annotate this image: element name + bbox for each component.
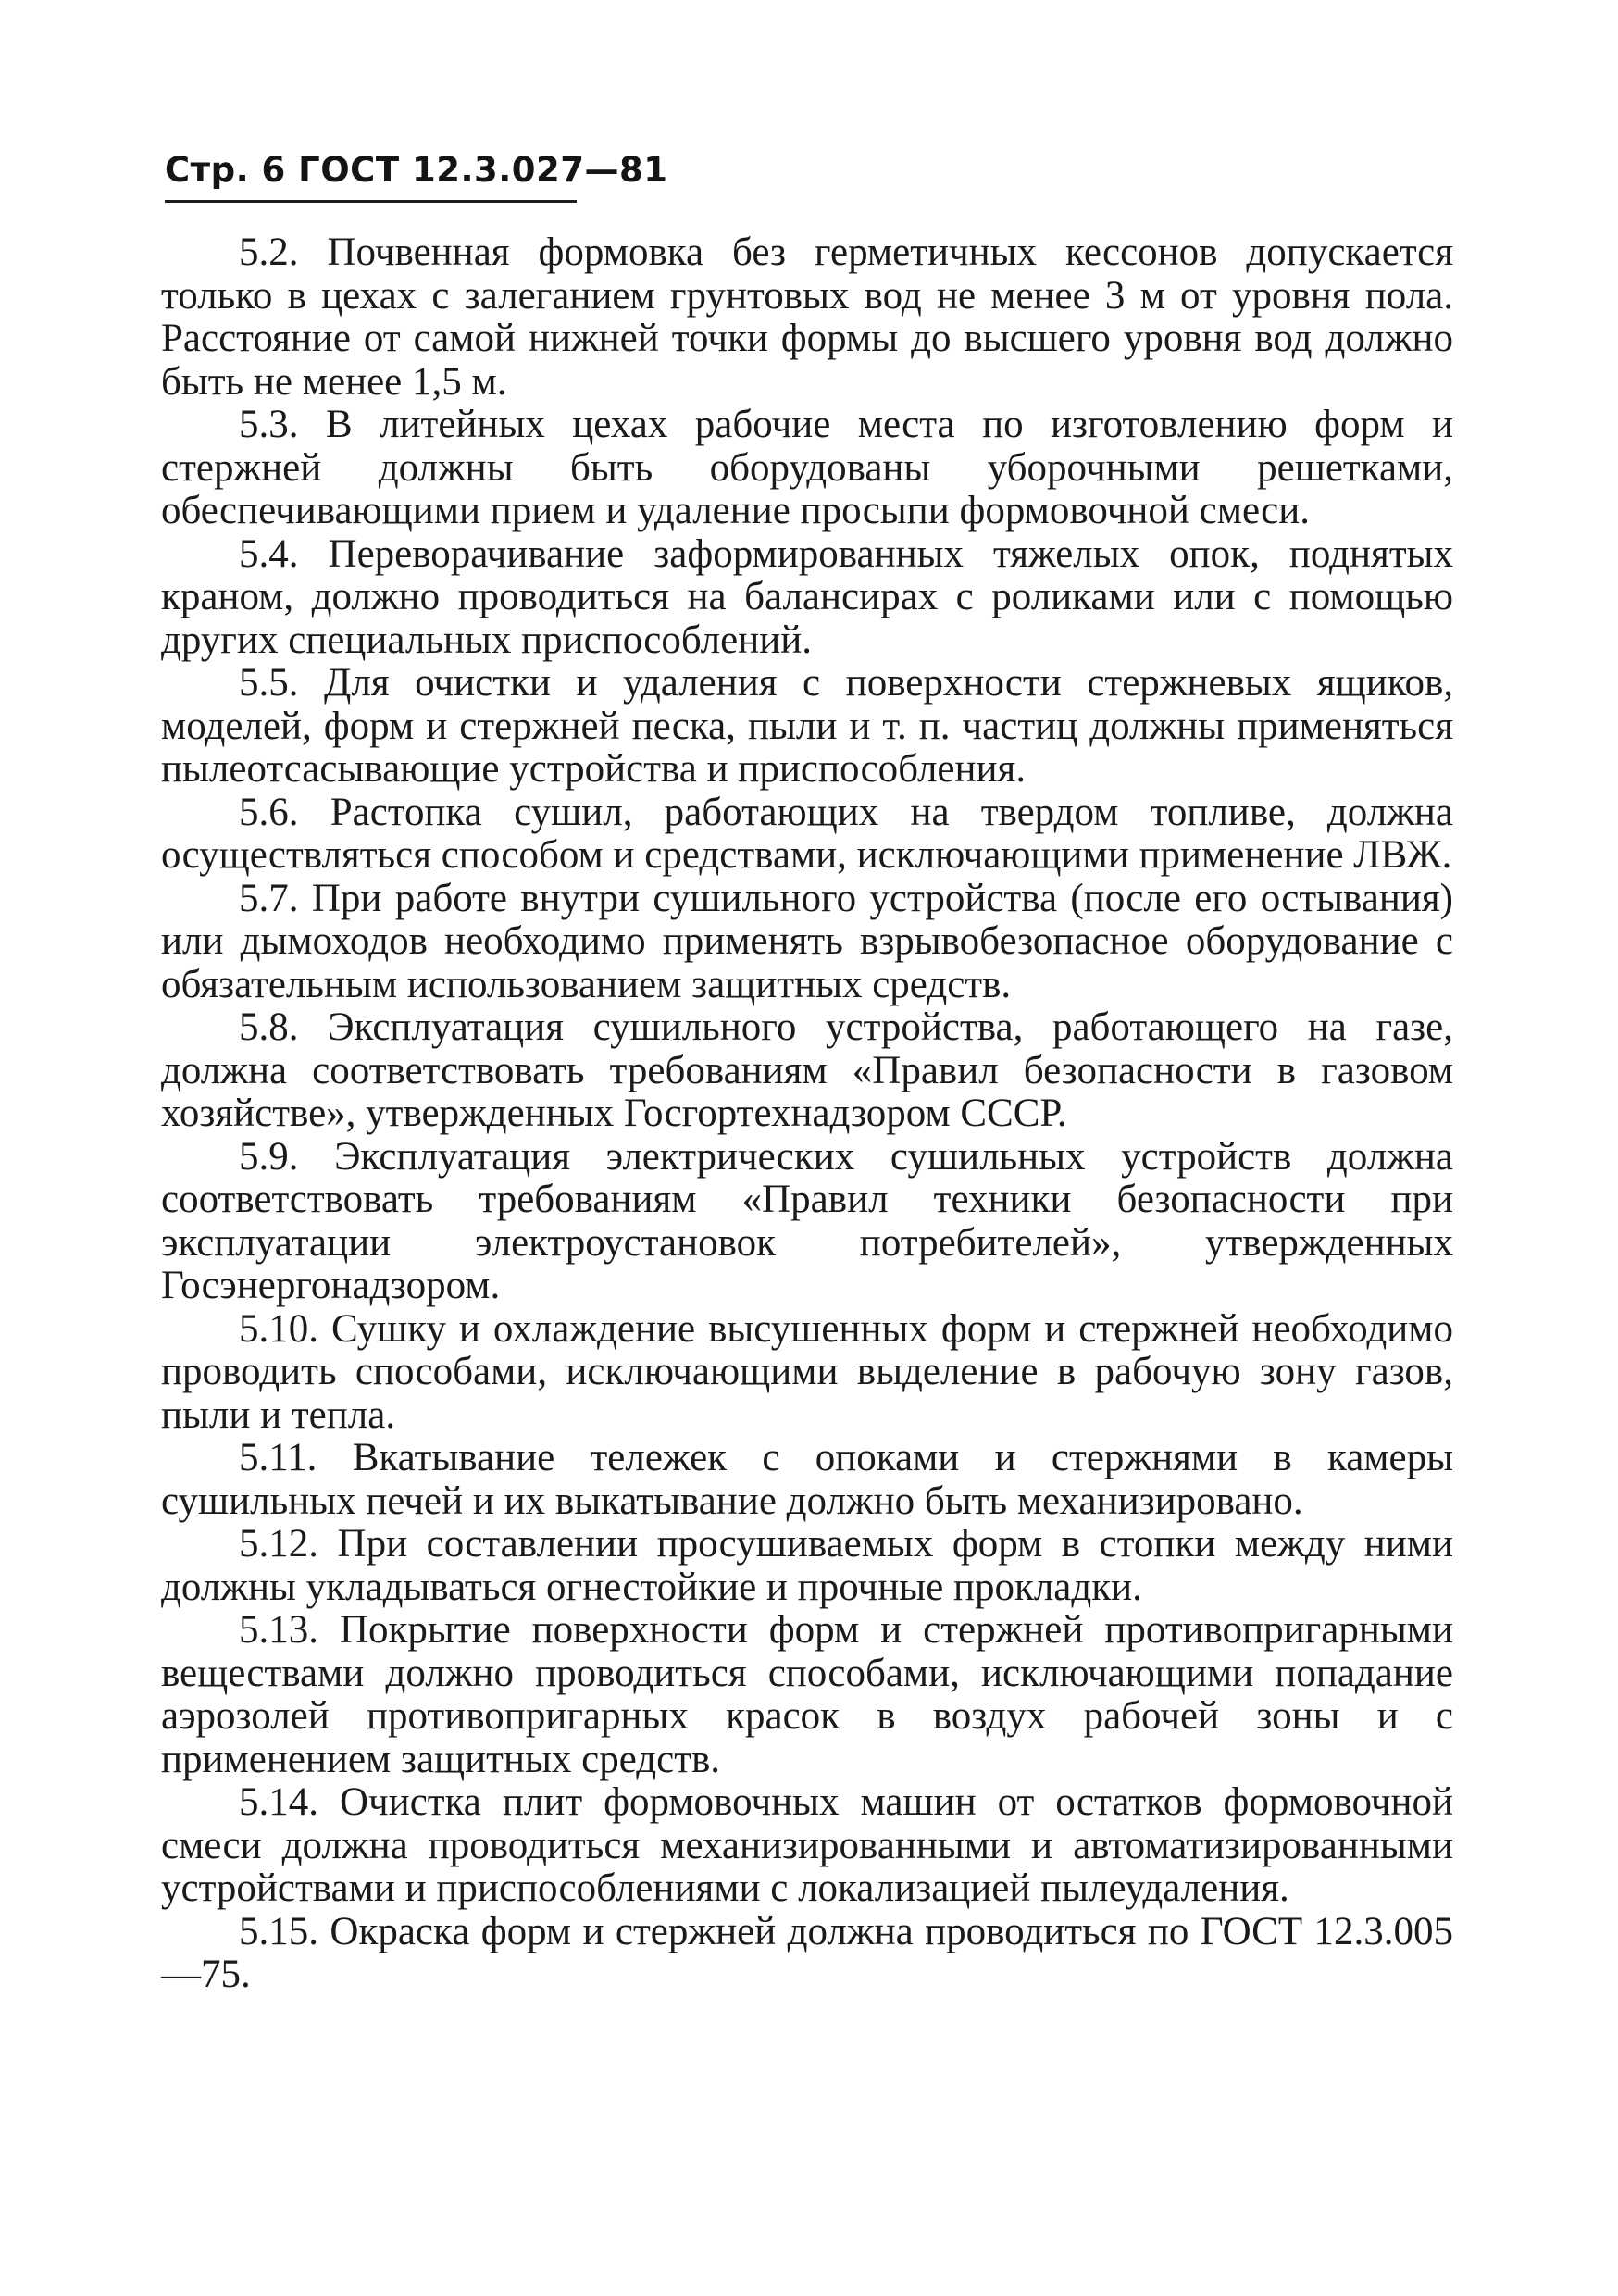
paragraph-5-3 [161, 404, 1453, 533]
paragraph-5-2 [161, 231, 1453, 404]
paragraph-number: 5.2. [239, 231, 299, 274]
paragraph-text: В литейных цехах рабочие места по изготовлению форм и стержней должны быть оборудованы уборочными решетками, обеспечивающими прием и удаление просыпи формовочной смеси. [161, 403, 1454, 532]
paragraph-number: 5.11. [239, 1436, 317, 1479]
paragraph-number: 5.8. [239, 1005, 299, 1049]
paragraph-5-6 [161, 792, 1453, 878]
paragraph-5-10 [161, 1308, 1453, 1438]
page-header: Стр. 6 ГОСТ 12.3.027—81 [165, 150, 668, 190]
paragraph-number: 5.4. [239, 531, 299, 576]
paragraph-5-14 [161, 1781, 1453, 1911]
paragraph-text: Очистка плит формовочных машин от остатков формовочной смеси должна проводиться механизированными и автоматизированными устройствами и приспособлениями с локализацией пылеудаления. [161, 1780, 1454, 1910]
paragraph-number: 5.12. [239, 1522, 318, 1566]
paragraph-text: Эксплуатация сушильного устройства, работающего на газе, должна соответствовать требованиям «Правил безопасности в газовом хозяйстве», утвержденных Госгортехнадзором СССР. [161, 1005, 1453, 1135]
paragraph-text: Вкатывание тележек с опоками и стержнями в камеры сушильных печей и их выкатывание должно быть механизировано. [161, 1436, 1453, 1523]
paragraph-number: 5.5. [239, 661, 299, 705]
paragraph-5-7 [161, 878, 1453, 1007]
paragraph-5-11 [161, 1437, 1453, 1523]
paragraph-5-9 [161, 1136, 1453, 1308]
paragraph-text: Почвенная формовка без герметичных кессонов допускается только в цехах с залеганием грунтовых вод не менее 3 м от уровня пола. Расстояние от самой нижней точки формы до высшего уровня вод должно быть не менее 1,5 м. [161, 231, 1453, 404]
paragraph-text: Переворачивание заформированных тяжелых опок, поднятых краном, должно проводиться на балансирах с роликами или с помощью других специальных приспособлений. [161, 531, 1453, 662]
paragraph-5-5 [161, 662, 1453, 792]
paragraph-5-15 [161, 1911, 1453, 1997]
paragraph-number: 5.7. [239, 876, 299, 920]
paragraph-text: Покрытие поверхности форм и стержней противопригарными веществами должно проводиться способами, исключающими попадание аэрозолей противопригарных красок в воздух рабочей зоны и с применением защитных средств. [161, 1608, 1453, 1781]
paragraph-number: 5.15. [239, 1909, 318, 1953]
paragraph-text: Для очистки и удаления с поверхности стержневых ящиков, моделей, форм и стержней песка, пыли и т. п. частиц должны применяться пылеотсасывающие устройства и приспособления. [161, 661, 1453, 791]
document-body [161, 231, 1453, 1997]
paragraph-number: 5.13. [239, 1608, 318, 1652]
paragraph-5-8 [161, 1006, 1453, 1136]
paragraph-5-13 [161, 1609, 1453, 1781]
paragraph-text: Сушку и охлаждение высушенных форм и стержней необходимо проводить способами, исключающими выделение в рабочую зону газов, пыли и тепла. [161, 1306, 1453, 1437]
paragraph-text: Растопка сушил, работающих на твердом топливе, должна осуществляться способом и средствами, исключающими применение ЛВЖ. [161, 790, 1453, 877]
paragraph-text: Окраска форм и стержней должна проводиться по ГОСТ 12.3.005—75. [161, 1909, 1453, 1996]
paragraph-number: 5.10. [239, 1306, 318, 1351]
paragraph-text: При работе внутри сушильного устройства (после его остывания) или дымоходов необходимо применять взрывобезопасное оборудование с обязательным использованием защитных средств. [161, 876, 1453, 1006]
paragraph-text: При составлении просушиваемых форм в стопки между ними должны укладываться огнестойкие и прочные прокладки. [161, 1522, 1454, 1609]
paragraph-5-12 [161, 1523, 1453, 1609]
paragraph-text: Эксплуатация электрических сушильных устройств должна соответствовать требованиям «Правил техники безопасности при эксплуатации электроустановок потребителей», утвержденных Госэнергонадзором. [161, 1134, 1453, 1307]
paragraph-number: 5.14. [239, 1780, 318, 1824]
paragraph-number: 5.3. [239, 403, 299, 446]
paragraph-number: 5.6. [239, 790, 299, 834]
paragraph-number: 5.9. [239, 1134, 299, 1179]
header-rule [165, 200, 577, 203]
paragraph-5-4 [161, 533, 1453, 663]
